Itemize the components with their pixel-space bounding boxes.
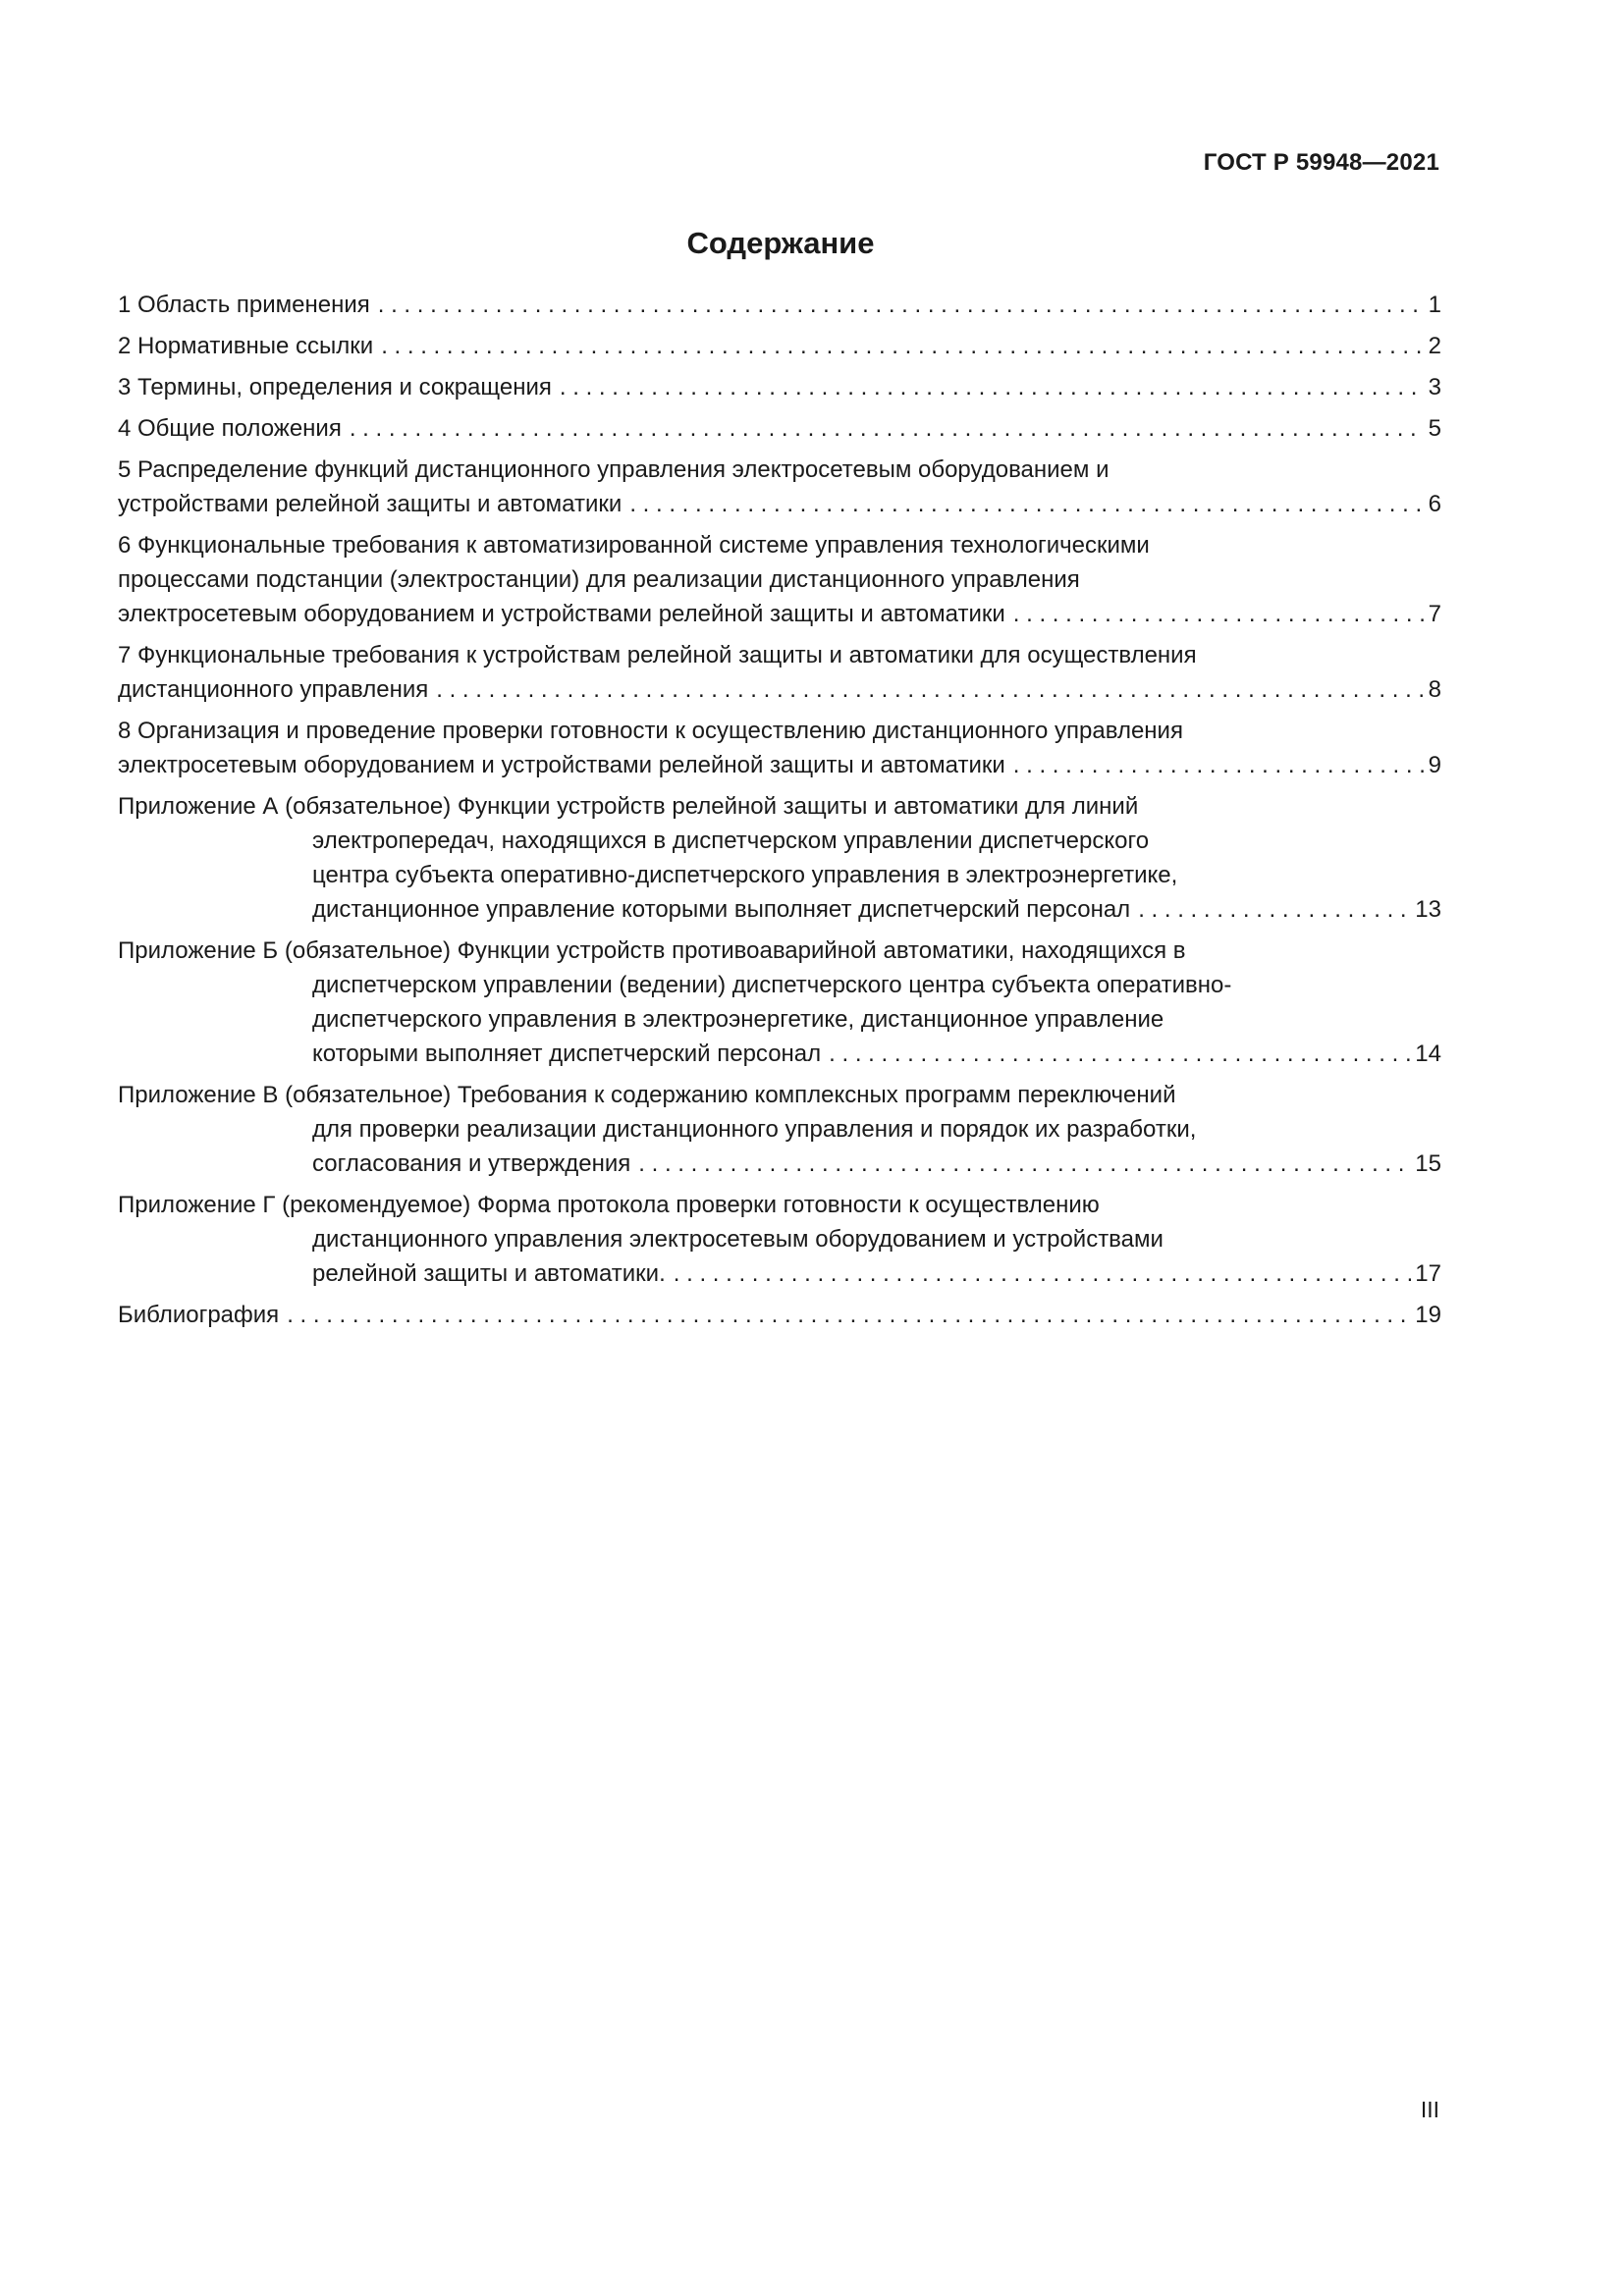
toc-entry-line (118, 370, 1441, 404)
toc-title: Содержание (686, 226, 875, 260)
toc-dot-leader (1013, 748, 1425, 782)
toc-page-number: 8 (1428, 676, 1441, 703)
toc-entry-text: дистанционное управление которыми выполняет диспетчерский персонал (312, 896, 1131, 923)
toc-page-number: 5 (1428, 415, 1441, 442)
toc-entry[interactable] (118, 789, 1441, 927)
toc-entry-line (118, 528, 1441, 562)
toc-page-number: 1 (1428, 292, 1441, 318)
toc-dot-leader (1013, 597, 1425, 631)
toc-entry[interactable] (118, 329, 1441, 363)
toc-entry[interactable] (118, 453, 1441, 521)
toc-entry-line (118, 1002, 1441, 1037)
toc-entry[interactable] (118, 370, 1441, 404)
toc-entry-line (118, 934, 1441, 968)
toc-dot-leader (629, 487, 1424, 521)
toc-dot-leader (287, 1298, 1411, 1332)
toc-dot-leader (674, 1256, 1412, 1291)
toc-entry-text: процессами подстанции (электростанции) для реализации дистанционного управления (118, 566, 1080, 593)
toc-entry-text: 5 Распределение функций дистанционного управления электросетевым оборудованием и (118, 456, 1110, 483)
toc-entry-text: для проверки реализации дистанционного управления и порядок их разработки, (312, 1116, 1197, 1143)
toc-entry-text: дистанционного управления электросетевым оборудованием и устройствами (312, 1226, 1164, 1253)
toc-dot-leader (436, 672, 1424, 707)
toc-entry[interactable] (118, 1078, 1441, 1181)
toc-entry-line (118, 1222, 1441, 1256)
toc-page-number: 9 (1428, 752, 1441, 778)
toc-entry-text: электросетевым оборудованием и устройствами релейной защиты и автоматики (118, 752, 1005, 778)
toc-entry-line (118, 672, 1441, 707)
toc-entry-line (118, 789, 1441, 824)
toc-entry-line (118, 1256, 1441, 1291)
toc-entry-text: Приложение Б (обязательное) Функции устройств противоаварийной автоматики, находящихся в (118, 937, 1186, 964)
toc-entry[interactable] (118, 714, 1441, 782)
document-id: ГОСТ Р 59948—2021 (1203, 149, 1439, 176)
toc-page-number: 7 (1428, 601, 1441, 627)
toc-entry[interactable] (118, 638, 1441, 707)
toc-entry-text: 8 Организация и проведение проверки готовности к осуществлению дистанционного управления (118, 718, 1183, 744)
toc-page-number: 13 (1415, 896, 1441, 923)
toc-dot-leader (638, 1147, 1411, 1181)
toc-entry-line (118, 824, 1441, 858)
toc-entry-line (118, 968, 1441, 1002)
toc-entry-text: устройствами релейной защиты и автоматики (118, 491, 623, 517)
toc-entry-text: 3 Термины, определения и сокращения (118, 374, 552, 400)
toc-entry[interactable] (118, 934, 1441, 1071)
toc-dot-leader (378, 288, 1425, 322)
toc-entry-line (118, 1188, 1441, 1222)
toc-dot-leader (381, 329, 1424, 363)
toc-entry-line (118, 487, 1441, 521)
toc-dot-leader (829, 1037, 1411, 1071)
toc-entry-line (118, 288, 1441, 322)
toc-entry-text: 7 Функциональные требования к устройствам релейной защиты и автоматики для осуществления (118, 642, 1197, 668)
toc-entry[interactable] (118, 528, 1441, 631)
toc-entry-text: электропередач, находящихся в диспетчерском управлении диспетчерского (312, 828, 1150, 854)
toc-dot-leader (560, 370, 1425, 404)
toc-page-number: 2 (1428, 333, 1441, 359)
toc-entry-text: Приложение Г (рекомендуемое) Форма протокола проверки готовности к осуществлению (118, 1192, 1100, 1218)
toc-entry-text: 4 Общие положения (118, 415, 342, 442)
toc-entry-text: диспетчерского управления в электроэнергетике, дистанционное управление (312, 1006, 1164, 1033)
toc-entry-text: электросетевым оборудованием и устройствами релейной защиты и автоматики (118, 601, 1005, 627)
toc-entry-line (118, 858, 1441, 892)
toc-dot-leader (1138, 892, 1411, 927)
toc-entry-text: релейной защиты и автоматики. (312, 1260, 666, 1287)
toc-page-number: 15 (1415, 1150, 1441, 1177)
toc-entry-line (118, 892, 1441, 927)
page-number: III (1420, 2097, 1439, 2122)
toc-entry-line (118, 562, 1441, 597)
toc-entry-line (118, 411, 1441, 446)
toc-entry-text: диспетчерском управлении (ведении) диспетчерского центра субъекта оперативно- (312, 972, 1232, 998)
toc-entry-line (118, 1037, 1441, 1071)
toc-page-number: 19 (1415, 1302, 1441, 1328)
toc-entry-line (118, 748, 1441, 782)
toc-entry[interactable] (118, 1298, 1441, 1332)
toc-entry-text: 2 Нормативные ссылки (118, 333, 374, 359)
toc-entry-line (118, 453, 1441, 487)
toc-entry-text: 6 Функциональные требования к автоматизированной системе управления технологическими (118, 532, 1150, 559)
toc-entry-line (118, 1078, 1441, 1112)
toc-entry-line (118, 1112, 1441, 1147)
toc-entry-line (118, 597, 1441, 631)
toc-entry-text: 1 Область применения (118, 292, 370, 318)
toc-entry-line (118, 714, 1441, 748)
toc-entry[interactable] (118, 1188, 1441, 1291)
toc-page-number: 14 (1415, 1041, 1441, 1067)
toc-entry-text: согласования и утверждения (312, 1150, 631, 1177)
toc-entry-line (118, 638, 1441, 672)
toc-entry-line (118, 329, 1441, 363)
toc-entry-line (118, 1298, 1441, 1332)
toc-page-number: 3 (1428, 374, 1441, 400)
toc-page-number: 17 (1415, 1260, 1441, 1287)
toc-page-number: 6 (1428, 491, 1441, 517)
toc-entry-line (118, 1147, 1441, 1181)
toc-entry-text: дистанционного управления (118, 676, 429, 703)
toc-entry-text: которыми выполняет диспетчерский персонал (312, 1041, 822, 1067)
toc-entry-text: Приложение В (обязательное) Требования к содержанию комплексных программ переключений (118, 1082, 1176, 1108)
toc-entry-text: центра субъекта оперативно-диспетчерского управления в электроэнергетике, (312, 862, 1178, 888)
toc-entry[interactable] (118, 411, 1441, 446)
toc-entry-text: Библиография (118, 1302, 280, 1328)
toc-entry[interactable] (118, 288, 1441, 322)
toc-dot-leader (350, 411, 1425, 446)
table-of-contents (118, 288, 1441, 1339)
toc-entry-text: Приложение А (обязательное) Функции устройств релейной защиты и автоматики для линий (118, 793, 1139, 820)
